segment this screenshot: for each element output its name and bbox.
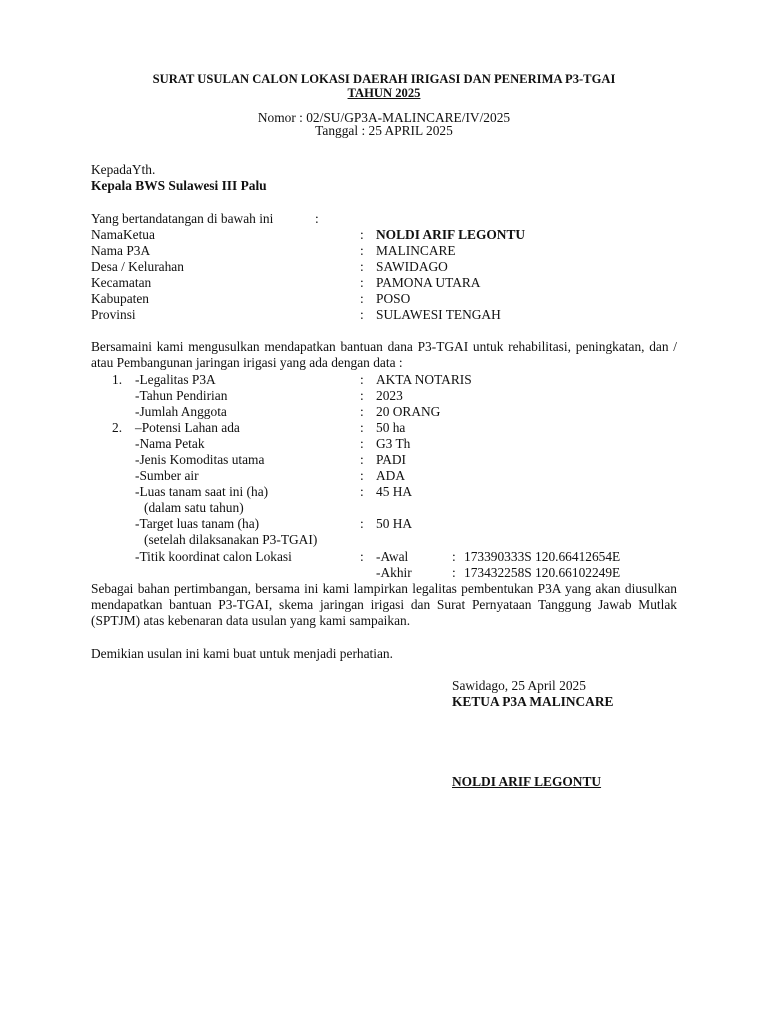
paragraph-attachments: Sebagai bahan pertimbangan, bersama ini kami lampirkan legalitas pembentukan P3A yang akan diusulkan mendapatkan bantuan P3-TGAI, skema jaringan irigasi dan Surat Pernyataan Tanggung Jawab Mutlak (SPTJM) atas kebenaran data usulan yang kami sampaikan. — [91, 581, 677, 629]
list-item-colon: : — [360, 372, 364, 387]
list-item-label: -Jenis Komoditas utama — [135, 452, 265, 467]
letter-year: TAHUN 2025 — [347, 86, 421, 100]
identity-label: NamaKetua — [91, 227, 155, 242]
list-item-label: -Target luas tanam (ha) — [135, 516, 260, 531]
signature-position: KETUA P3A MALINCARE — [452, 694, 614, 709]
identity-colon: : — [360, 291, 364, 306]
identity-colon: : — [360, 227, 364, 242]
list-number: 2. — [112, 420, 123, 435]
identity-value: PAMONA UTARA — [376, 275, 481, 290]
list-item-colon: : — [360, 420, 364, 435]
identity-label: Kecamatan — [91, 275, 152, 290]
list-item-label: –Potensi Lahan ada — [135, 420, 240, 435]
list-item-label: -Tahun Pendirian — [135, 388, 228, 403]
coord-colon: : — [452, 565, 456, 580]
identity-value: SAWIDAGO — [376, 259, 448, 274]
identity-value: MALINCARE — [376, 243, 456, 258]
intro-text: Yang bertandatangan di bawah ini — [91, 211, 274, 226]
signature-name: NOLDI ARIF LEGONTU — [452, 774, 602, 789]
list-item-note: (setelah dilaksanakan P3-TGAI) — [144, 532, 318, 547]
letter-number: Nomor : 02/SU/GP3A-MALINCARE/IV/2025 — [257, 110, 511, 125]
list-number: 1. — [112, 372, 123, 387]
list-item-colon: : — [360, 468, 364, 483]
list-item-value: 50 HA — [376, 516, 413, 531]
list-item-colon: : — [360, 516, 364, 531]
letter-date: Tanggal : 25 APRIL 2025 — [315, 123, 453, 138]
coord-value-end: 173432258S 120.66102249E — [464, 565, 621, 580]
coord-label-start: -Awal — [376, 549, 409, 564]
intro-colon: : — [315, 211, 319, 226]
coord-colon: : — [452, 549, 456, 564]
list-item-label: -Titik koordinat calon Lokasi — [135, 549, 292, 564]
list-item-value: AKTA NOTARIS — [376, 372, 472, 387]
salutation: KepadaYth. — [91, 162, 156, 177]
list-item-value: 50 ha — [376, 420, 406, 435]
identity-colon: : — [360, 259, 364, 274]
paragraph-proposal: Bersamaini kami mengusulkan mendapatkan bantuan dana P3-TGAI untuk rehabilitasi, peningkatan, dan / atau Pembangunan jaringan irigasi yang ada dengan data : — [91, 339, 677, 371]
coord-label-end: -Akhir — [376, 565, 412, 580]
list-item-colon: : — [360, 484, 364, 499]
signature-place-date: Sawidago, 25 April 2025 — [452, 678, 586, 693]
identity-label: Nama P3A — [91, 243, 151, 258]
identity-colon: : — [360, 307, 364, 322]
list-item-value: ADA — [376, 468, 406, 483]
closing-text: Demikian usulan ini kami buat untuk menjadi perhatian. — [91, 646, 393, 661]
list-item-colon: : — [360, 549, 364, 564]
identity-value-ketua: NOLDI ARIF LEGONTU — [376, 227, 526, 242]
identity-value: POSO — [376, 291, 411, 306]
list-item-value: 20 ORANG — [376, 404, 441, 419]
identity-value: SULAWESI TENGAH — [376, 307, 501, 322]
list-item-label: -Luas tanam saat ini (ha) — [135, 484, 269, 499]
list-item-label: -Nama Petak — [135, 436, 205, 451]
letter-title: SURAT USULAN CALON LOKASI DAERAH IRIGASI DAN PENERIMA P3-TGAI — [152, 72, 616, 86]
coord-value-start: 173390333S 120.66412654E — [464, 549, 621, 564]
list-item-label: -Sumber air — [135, 468, 199, 483]
identity-label: Provinsi — [91, 307, 136, 322]
identity-colon: : — [360, 275, 364, 290]
list-item-label: -Jumlah Anggota — [135, 404, 227, 419]
list-item-value: 45 HA — [376, 484, 413, 499]
list-item-label: -Legalitas P3A — [135, 372, 216, 387]
list-item-value: 2023 — [376, 388, 403, 403]
identity-colon: : — [360, 243, 364, 258]
identity-label: Kabupaten — [91, 291, 150, 306]
identity-label: Desa / Kelurahan — [91, 259, 184, 274]
list-item-value: G3 Th — [376, 436, 411, 451]
list-item-colon: : — [360, 436, 364, 451]
list-item-colon: : — [360, 452, 364, 467]
recipient: Kepala BWS Sulawesi III Palu — [91, 178, 267, 193]
list-item-note: (dalam satu tahun) — [144, 500, 244, 515]
list-item-value: PADI — [376, 452, 407, 467]
list-item-colon: : — [360, 404, 364, 419]
list-item-colon: : — [360, 388, 364, 403]
